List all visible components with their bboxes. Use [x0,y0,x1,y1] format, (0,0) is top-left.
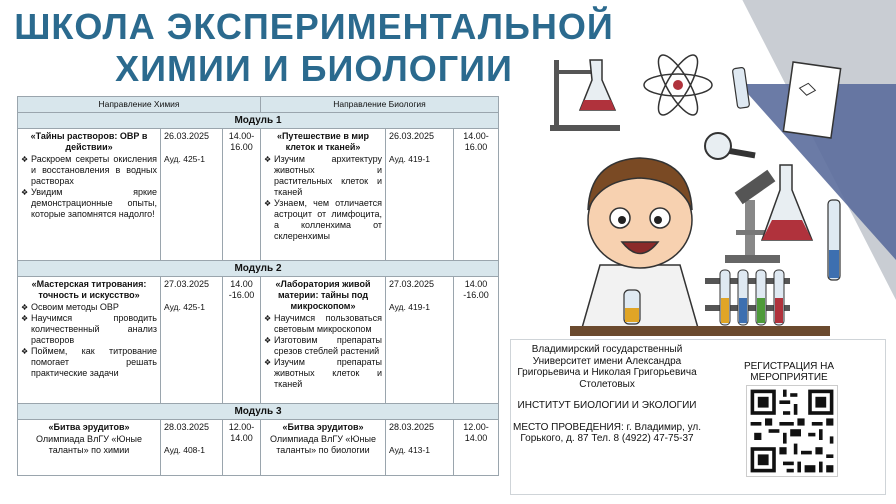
m1-bio-when [386,129,454,261]
m2-bio-title: «Лаборатория живой материи: тайны под микроскопом» [275,279,371,311]
title-line-2: ХИМИИ И БИОЛОГИИ [115,48,513,89]
m3-bio-date: 28.03.2025 [389,422,435,432]
m2-chem-bullet: ❖ Освоим методы ОВР [21,302,157,313]
m2-bio-desc [261,277,386,404]
m1-chem-bullet: ❖ Увидим яркие демонстрационные опыты, которые запомнятся надолго! [21,187,157,220]
test-tube-rack-icon [705,270,790,325]
m2-chem-desc [18,277,161,404]
m1-bio-time: 14.00-16.00 [454,129,499,261]
university-name: Владимирский государственный Университет имени Александра Григорьевича и Николая Григорьевича Столетовых [517,344,697,390]
info-left [512,344,702,445]
m3-chem-time: 12.00-14.00 [223,420,261,476]
m2-bio-bullet: ❖ Изучим препараты животных клеток и тканей [264,357,382,390]
test-tube-icon [732,67,749,108]
m1-chem-desc [18,129,161,261]
lab-table-icon [570,326,830,336]
qr-code-icon[interactable] [746,385,838,477]
m1-bio-room: Ауд. 419-1 [389,154,430,164]
institute-name: ИНСТИТУТ БИОЛОГИИ И ЭКОЛОГИИ [517,400,697,411]
title-line-1: ШКОЛА ЭКСПЕРИМЕНТАЛЬНОЙ [14,6,614,47]
m3-bio-text: Олимпиада ВлГУ «Юные таланты» по биологии [270,434,376,455]
schedule-table [17,96,499,476]
m3-chem-desc [18,420,161,476]
m3-bio-desc [261,420,386,476]
m2-bio-when [386,277,454,404]
m2-chem-bullet: ❖ Поймем, как титрование помогает решать практические задачи [21,346,157,379]
atom-icon [644,50,712,120]
m3-chem-room: Ауд. 408-1 [164,445,205,455]
m2-chem-room: Ауд. 425-1 [164,302,205,312]
module-1-label: Модуль 1 [18,113,499,129]
magnifier-icon [705,133,756,159]
m1-bio-bullet: ❖ Изучим архитектуру животных и растительных клеток и тканей [264,154,382,198]
m2-chem-time: 14.00 -16.00 [223,277,261,404]
m3-bio-title: «Битва эрудитов» [282,422,364,432]
flask-stand-icon [550,60,620,131]
header-biology: Направление Биология [261,97,499,113]
header-chemistry: Направление Химия [18,97,261,113]
m1-chem-date: 26.03.2025 [164,131,210,141]
m1-chem-title: «Тайны растворов: ОВР в действии» [30,131,148,152]
m3-bio-time: 12.00-14.00 [454,420,499,476]
m1-bio-title: «Путешествие в мир клеток и тканей» [276,131,370,152]
boy-icon [580,158,700,335]
m2-bio-bullet: ❖ Изготовим препараты срезов стеблей растений [264,335,382,357]
module-2-label: Модуль 2 [18,261,499,277]
m3-chem-title: «Битва эрудитов» [48,422,130,432]
module-3-label: Модуль 3 [18,404,499,420]
venue-info: МЕСТО ПРОВЕДЕНИЯ: г. Владимир, ул. Горького, д. 87 Тел. 8 (4922) 47-75-37 [513,421,701,444]
m1-chem-time: 14.00-16.00 [223,129,261,261]
m1-bio-bullet: ❖ Узнаем, чем отличается астроцит от лимфоцита, а колленхима от склеренхимы [264,198,382,242]
m1-chem-when [161,129,223,261]
m2-chem-when [161,277,223,404]
m3-chem-when [161,420,223,476]
m1-bio-date: 26.03.2025 [389,131,435,141]
m3-bio-when [386,420,454,476]
m1-chem-bullet: ❖ Раскроем секреты окисления и восстановления в водных растворах [21,154,157,187]
notebook-icon [783,62,840,138]
m2-bio-date: 27.03.2025 [389,279,435,289]
m2-bio-room: Ауд. 419-1 [389,302,430,312]
m1-chem-room: Ауд. 425-1 [164,154,205,164]
burette-icon [828,200,840,280]
m3-bio-room: Ауд. 413-1 [389,445,430,455]
m2-chem-date: 27.03.2025 [164,279,210,289]
page-title [14,6,614,90]
m3-chem-text: Олимпиада ВлГУ «Юные таланты» по химии [36,434,142,455]
m2-chem-title: «Мастерская титрования: точность и искусство» [31,279,147,300]
m3-chem-date: 28.03.2025 [164,422,210,432]
m2-bio-time: 14.00 -16.00 [454,277,499,404]
m2-bio-bullet: ❖ Научимся пользоваться световым микроскопом [264,313,382,335]
registration-label: РЕГИСТРАЦИЯ НА МЕРОПРИЯТИЕ [743,361,835,383]
m1-bio-desc [261,129,386,261]
scientist-illustration [540,50,860,340]
m2-chem-bullet: ❖ Научимся проводить количественный анализ растворов [21,313,157,346]
